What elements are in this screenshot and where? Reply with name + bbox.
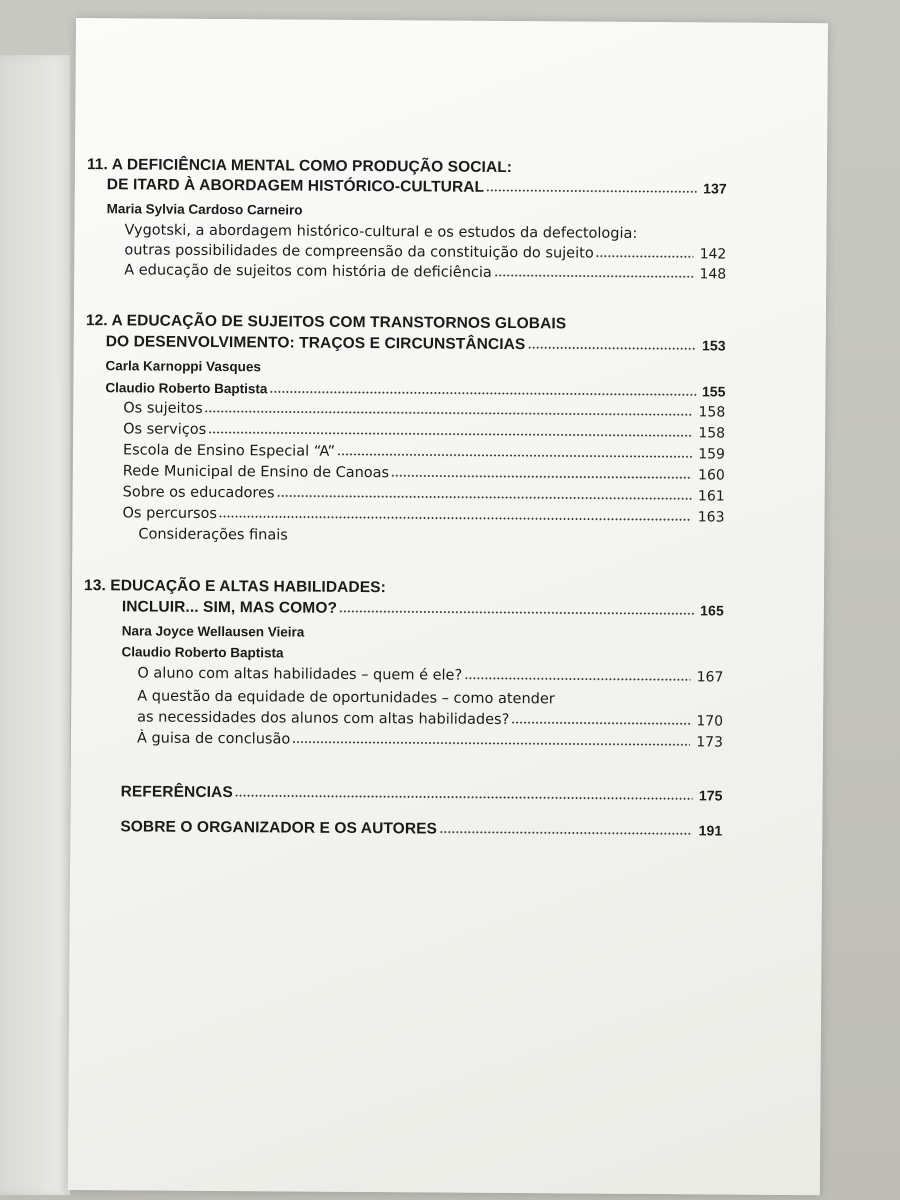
chapter-12-section-2-page: 158 [698,425,726,442]
chapter-13-title-line2: INCLUIR... SIM, MAS COMO? 165 [121,598,724,619]
chapter-12-section-3: Escola de Ensino Especial “A” 159 [122,442,726,463]
chapter-12-page: 153 [702,337,726,354]
chapter-11-page: 137 [703,180,727,197]
chapter-12-title-line1: 12. A EDUCAÇÃO DE SUJEITOS COM TRANSTORNOS GLOBAIS [85,312,567,333]
chapter-12-author-1: Carla Karnoppi Vasques [105,358,261,375]
references-entry: REFERÊNCIAS 175 [120,783,723,804]
chapter-13-section-2-line1: A questão da equidade de oportunidades – como atender [137,688,555,708]
about-authors-entry: SOBRE O ORGANIZADOR E OS AUTORES 191 [120,818,723,839]
table-of-contents [83,156,727,839]
chapter-13-section-1: O aluno com altas habilidades – quem é ele? 167 [137,665,724,686]
facing-page-edge [0,55,70,1195]
chapter-11-section-2-page: 148 [699,266,727,283]
chapter-11-section-1-line2: outras possibilidades de compreensão da constituição do sujeito 142 [124,242,727,263]
chapter-12-title-line2: DO DESENVOLVIMENTO: TRAÇOS E CIRCUNSTÂNCIAS 153 [105,333,726,354]
chapter-12-section-4-page: 160 [698,467,725,484]
chapter-11-title-line1: 11. A DEFICIÊNCIA MENTAL COMO PRODUÇÃO SOCIAL: [86,156,513,177]
chapter-11-author: Maria Sylvia Cardoso Carneiro [106,201,303,218]
chapter-13-section-2-line2: as necessidades dos alunos com altas habilidades? 170 [137,709,724,730]
chapter-12-section-2: Os serviços 158 [123,421,726,442]
references-page: 175 [698,787,723,804]
chapter-13-section-1-page: 167 [696,669,724,686]
chapter-13-page: 165 [700,602,724,619]
book-page [68,18,828,1195]
chapter-12-section-3-page: 159 [698,446,726,463]
chapter-13-title-line1: 13. EDUCAÇÃO E ALTAS HABILIDADES: [83,577,386,597]
chapter-12-section-7: Considerações finais [138,526,288,544]
chapter-11-title-line2: DE ITARD À ABORDAGEM HISTÓRICO-CULTURAL 137 [106,176,727,197]
chapter-13-author-2: Claudio Roberto Baptista [121,644,284,661]
chapter-12-section-1: Os sujeitos 158 [123,400,726,421]
chapter-12-section-6-page: 163 [697,509,725,526]
chapter-12-section-4: Rede Municipal de Ensino de Canoas 160 [122,463,725,484]
chapter-11-section-2: A educação de sujeitos com história de deficiência 148 [124,262,727,283]
chapter-12-section-1-page: 158 [698,404,726,421]
chapter-12-section-5-page: 161 [697,488,725,505]
chapter-13-author-1: Nara Joyce Wellausen Vieira [121,623,305,640]
chapter-11-section-1-line1: Vygotski, a abordagem histórico-cultural e os estudos da defectologia: [124,222,638,242]
chapter-13-section-3: À guisa de conclusão 173 [136,730,724,751]
chapter-11-section-1-page: 142 [699,246,727,263]
chapter-13-section-3-page: 173 [696,734,724,751]
chapter-12-section-6: Os percursos 163 [122,505,725,526]
about-authors-page: 191 [698,822,723,839]
chapter-13-section-2-page: 170 [696,713,724,730]
chapter-12-author-2-page: 155 [701,383,726,400]
chapter-12-author-2: Claudio Roberto Baptista 155 [105,380,726,400]
chapter-12-section-5: Sobre os educadores 161 [122,484,725,505]
